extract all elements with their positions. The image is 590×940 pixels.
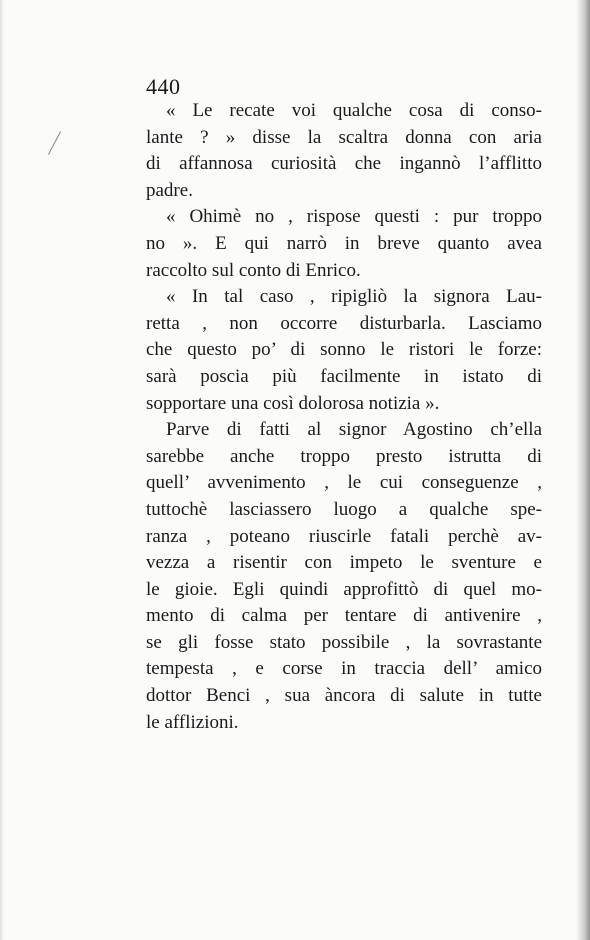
page-left-edge (0, 0, 4, 940)
body-text (146, 98, 542, 736)
text-line: « Le recate voi qualche cosa di conso- (166, 100, 542, 121)
text-line: tempesta , e corse in traccia dell’ amico (146, 658, 542, 680)
text-line: che questo po’ di sonno le ristori le forze: (146, 339, 542, 361)
text-line: lante ? » disse la scaltra donna con aria (146, 126, 542, 148)
text-line: vezza a risentir con impeto le sventure e (146, 552, 542, 574)
text-line: se gli fosse stato possibile , la sovrastante (146, 631, 542, 653)
binding-gutter-shadow (576, 0, 590, 940)
text-line: sarà poscia più facilmente in istato di (146, 365, 542, 387)
margin-pencil-mark (48, 131, 61, 154)
text-line: sarebbe anche troppo presto istrutta di (146, 445, 542, 467)
text-line: quell’ avvenimento , le cui conseguenze , (146, 472, 542, 494)
text-line: di affannosa curiosità che ingannò l’afflitto (146, 153, 542, 175)
text-line: raccolto sul conto di Enrico. (146, 259, 361, 281)
text-line: retta , non occorre disturbarla. Lasciamo (146, 312, 542, 334)
text-line: le gioie. Egli quindi approfittò di quel mo- (146, 578, 542, 600)
page-number: 440 (146, 74, 181, 99)
text-line: « Ohimè no , risposе questi : pur troppo (166, 206, 542, 228)
text-line: ranza , poteano riuscirle fatali perchè av- (146, 525, 542, 547)
text-line: le afflizioni. (146, 711, 239, 733)
text-line: no ». E qui narrò in breve quanto avea (146, 232, 542, 254)
text-line: tuttochè lasciassero luogo a qualche spe- (146, 498, 542, 520)
text-line: padre. (146, 179, 193, 201)
text-line: sopportare una così dolorosa notizia ». (146, 392, 440, 414)
text-line: « In tal caso , ripigliò la signora Lau- (166, 286, 542, 308)
text-line: mento di calma per tentare di antivenire , (146, 605, 542, 627)
text-line: Parve di fatti al signor Agostino ch’ella (166, 419, 542, 441)
text-line: dottor Benci , sua àncora di salute in tutte (146, 685, 542, 707)
